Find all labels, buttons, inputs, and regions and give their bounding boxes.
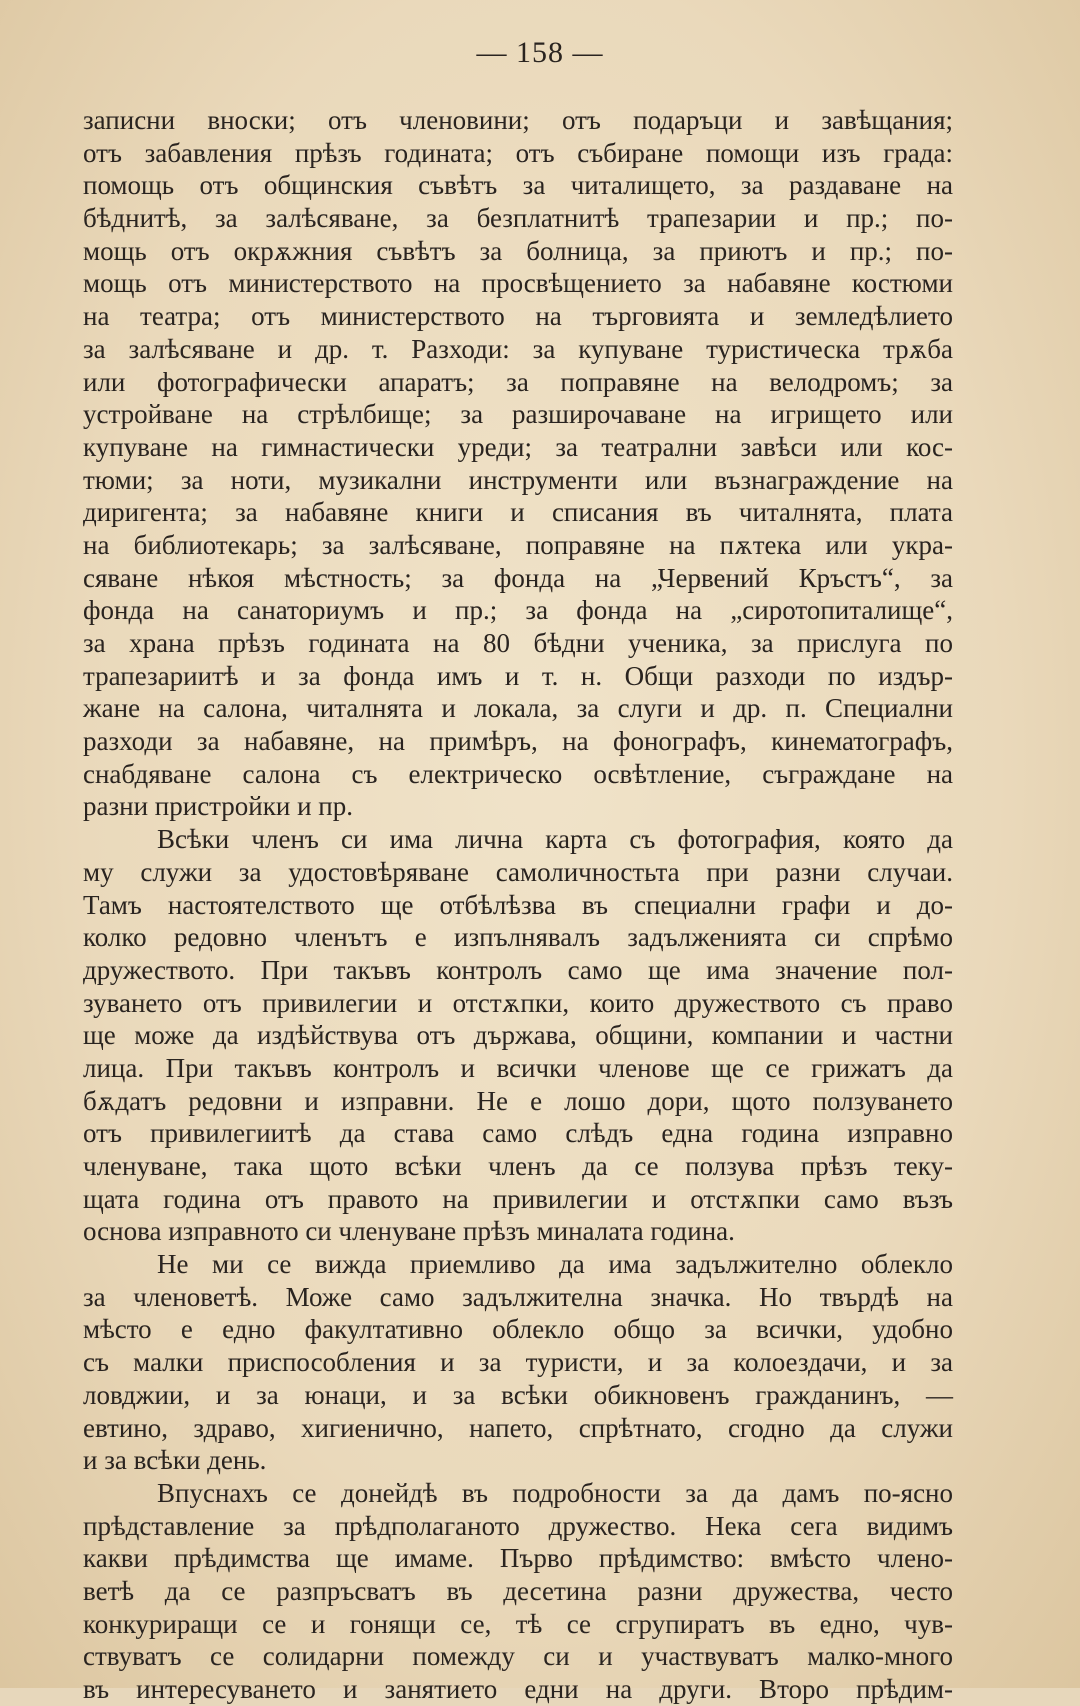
- text-line: ще може да издѣйствува отъ държава, общини, компании и частни: [83, 1020, 953, 1051]
- text-line: Впуснахъ се донейдѣ въ подробности за да дамъ по-ясно: [157, 1477, 953, 1508]
- body-text: [83, 104, 953, 1706]
- text-line: дружеството. При такъвъ контролъ само ще има значение пол-: [83, 954, 953, 985]
- text-line: диригента; за набавяне книги и списания въ читалнята, плата: [83, 497, 953, 528]
- text-line: евтино, здраво, хигиенично, напето, спрѣтнато, сгодно да служи: [83, 1412, 953, 1443]
- text-line: мѣсто е едно факултативно облекло общо за всички, удобно: [83, 1314, 953, 1345]
- text-line: тюми; за ноти, музикални инструменти или възнаграждение на: [83, 464, 953, 495]
- text-line: прѣдставление за прѣдполаганото дружество. Нека сега видимъ: [83, 1510, 953, 1541]
- text-line: записни вноски; отъ членовини; отъ подаръци и завѣщания;: [83, 105, 953, 135]
- text-line: конкуриращи се и гонящи се, тѣ се сгрупиратъ въ едно, чув-: [83, 1608, 953, 1639]
- text-line: сяване нѣкоя мѣстность; за фонда на „Червений Кръстъ“, за: [83, 562, 953, 593]
- text-line: Тамъ настоятелството ще отбѣлѣзва въ специални графи и до-: [83, 889, 953, 920]
- text-line: мощь отъ министерството на просвѣщението за набавяне костюми: [83, 268, 953, 299]
- text-line: отъ привилегиитѣ да става само слѣдъ една година изправно: [83, 1118, 953, 1149]
- text-line: жане на салона, читалнята и локала, за слуги и др. п. Специални: [83, 693, 953, 724]
- text-line: бѣднитѣ, за залѣсяване, за безплатнитѣ трапезарии и пр.; по-: [83, 203, 953, 234]
- text-line: въ интересуването и занятието едни на други. Второ прѣдим-: [83, 1674, 953, 1704]
- text-line: Всѣки членъ си има лична карта съ фотография, която да: [157, 824, 953, 855]
- text-line: членуване, така щото всѣки членъ да се ползува прѣзъ теку-: [83, 1151, 953, 1181]
- text-line: колко редовно членътъ е изпълнявалъ задълженията си спрѣмо: [83, 922, 953, 953]
- text-line: помощь отъ общинския съвѣтъ за читалището, за раздаване на: [83, 170, 953, 201]
- text-line: ловджии, и за юнаци, и за всѣки обикновенъ гражданинъ, —: [83, 1379, 953, 1410]
- paragraph-revenues-expenses: [83, 104, 953, 823]
- text-line: за членоветѣ. Може само задължителна значка. Но твърдѣ на: [83, 1281, 953, 1312]
- text-line: съ малки приспособления и за туристи, и за колоездачи, и за: [83, 1347, 953, 1378]
- text-line: разходи за набавяне, на примѣръ, на фонографъ, кинематографъ,: [83, 726, 953, 757]
- text-line: ствуватъ се солидарни помежду си и участвуватъ малко-много: [83, 1641, 953, 1672]
- text-line: фонда на санаториумъ и пр.; за фонда на „сиротопиталище“,: [83, 595, 953, 626]
- text-line: зуването отъ привилегии и отстѫпки, които дружеството съ право: [83, 987, 953, 1018]
- page-number: — 158 —: [476, 36, 604, 69]
- text-line: какви прѣдимства ще имаме. Първо прѣдимство: вмѣсто члено-: [83, 1543, 953, 1574]
- text-line: ветѣ да се разпръсватъ въ десетина разни дружества, често: [83, 1575, 953, 1606]
- paragraph-clothing: [83, 1248, 953, 1477]
- text-line: устройване на стрѣлбище; за разширочаване на игрището или: [83, 399, 953, 430]
- text-line: основа изправното си членуване прѣзъ миналата година.: [83, 1216, 735, 1247]
- paragraph-advantages: [83, 1477, 953, 1706]
- text-line: на библиотекарь; за залѣсяване, поправяне на пѫтека или укра-: [83, 529, 953, 560]
- text-line: за залѣсяване и др. т. Разходи: за купуване туристическа трѫба: [83, 333, 953, 364]
- paragraph-membership-card: [83, 823, 953, 1248]
- text-line: и за всѣки день.: [83, 1445, 267, 1476]
- text-line: Не ми се вижда приемливо да има задължително облекло: [157, 1249, 953, 1280]
- text-line: бѫдатъ редовни и изправни. Не е лошо дори, щото ползуването: [83, 1085, 953, 1116]
- text-line: снабдяване салона съ електрическо освѣтление, съграждане на: [83, 758, 953, 789]
- text-line: купуване на гимнастически уреди; за театрални завѣси или кос-: [83, 431, 953, 462]
- text-line: за храна прѣзъ годината на 80 бѣдни ученика, за прислуга по: [83, 628, 953, 658]
- text-line: отъ забавления прѣзъ годината; отъ събиране помощи изъ града:: [83, 137, 953, 168]
- text-line: или фотографически апаратъ; за поправяне на велодромъ; за: [83, 366, 953, 397]
- text-line: разни пристройки и пр.: [83, 791, 353, 822]
- text-line: му служи за удостовѣряване самоличностьта при разни случаи.: [83, 856, 953, 887]
- text-line: лица. При такъвъ контролъ и всички членове ще се грижатъ да: [83, 1052, 953, 1083]
- text-line: мощь отъ окрѫжния съвѣтъ за болница, за приютъ и пр.; по-: [83, 235, 953, 266]
- text-line: щата година отъ правото на привилегии и отстѫпки само възъ: [83, 1183, 953, 1214]
- text-line: трапезариитѣ и за фонда имъ и т. н. Общи разходи по издър-: [83, 660, 953, 691]
- text-line: на театра; отъ министерството на търговията и земледѣлието: [83, 301, 953, 332]
